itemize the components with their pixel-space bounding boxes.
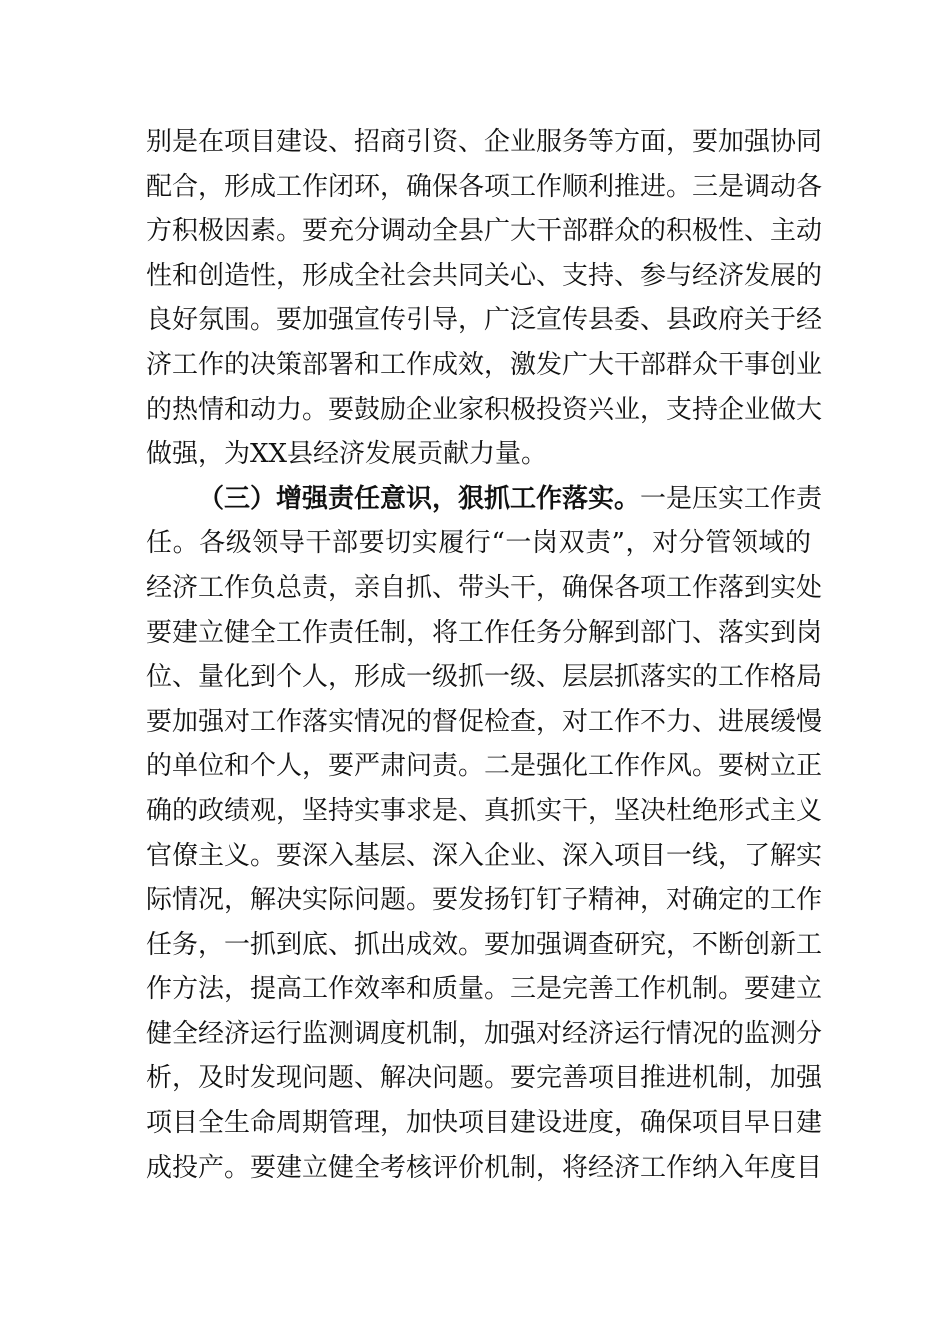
paragraph-line: 济工作的决策部署和工作成效，激发广大干部群众干事创业: [146, 349, 823, 380]
paragraph-line: 成投产。要建立健全考核评价机制，将经济工作纳入年度目: [146, 1152, 823, 1183]
body-text: [146, 120, 823, 1190]
paragraph-line: 官僚主义。要深入基层、深入企业、深入项目一线，了解实: [146, 840, 823, 871]
section-heading: （三）增强责任意识，狠抓工作落实。: [198, 483, 641, 514]
paragraph-line: 做强，为XX县经济发展贡献力量。: [146, 439, 548, 470]
paragraph-line: 项目全生命周期管理，加快项目建设进度，确保项目早日建: [146, 1108, 823, 1139]
paragraph-line: 位、量化到个人，形成一级抓一级、层层抓落实的工作格局: [146, 662, 823, 693]
section-heading-rest: 一是压实工作责: [640, 483, 823, 514]
paragraph-line: 要加强对工作落实情况的督促检查，对工作不力、进展缓慢: [146, 706, 823, 737]
paragraph-line: 经济工作负总责，亲自抓、带头干，确保各项工作落到实处: [146, 572, 823, 603]
paragraph-line: 确的政绩观，坚持实事求是、真抓实干，坚决杜绝形式主义: [146, 795, 823, 826]
paragraph-line: 的单位和个人，要严肃问责。二是强化工作作风。要树立正: [146, 751, 823, 782]
paragraph-line: 任。各级领导干部要切实履行“一岗双责”，对分管领域的: [146, 528, 811, 559]
paragraph-line: 析，及时发现问题、解决问题。要完善项目推进机制，加强: [146, 1063, 823, 1094]
paragraph-line: 别是在项目建设、招商引资、企业服务等方面，要加强协同: [146, 127, 823, 157]
paragraph-line: 配合，形成工作闭环，确保各项工作顺利推进。三是调动各: [146, 171, 823, 202]
paragraph-line: 方积极因素。要充分调动全县广大干部群众的积极性、主动: [146, 216, 823, 247]
paragraph-line: 性和创造性，形成全社会共同关心、支持、参与经济发展的: [146, 260, 823, 291]
paragraph-line: 任务，一抓到底、抓出成效。要加强调查研究，不断创新工: [146, 929, 823, 960]
paragraph-line: 作方法，提高工作效率和质量。三是完善工作机制。要建立: [146, 974, 823, 1005]
paragraph-line: 良好氛围。要加强宣传引导，广泛宣传县委、县政府关于经: [146, 305, 823, 336]
paragraph-line: 要建立健全工作责任制，将工作任务分解到部门、落实到岗: [146, 617, 823, 648]
section-heading-line: [146, 477, 823, 522]
paragraph-line: 健全经济运行监测调度机制，加强对经济运行情况的监测分: [146, 1018, 823, 1049]
paragraph-line: 际情况，解决实际问题。要发扬钉钉子精神，对确定的工作: [146, 885, 823, 916]
paragraph-line: 的热情和动力。要鼓励企业家积极投资兴业，支持企业做大: [146, 394, 823, 425]
